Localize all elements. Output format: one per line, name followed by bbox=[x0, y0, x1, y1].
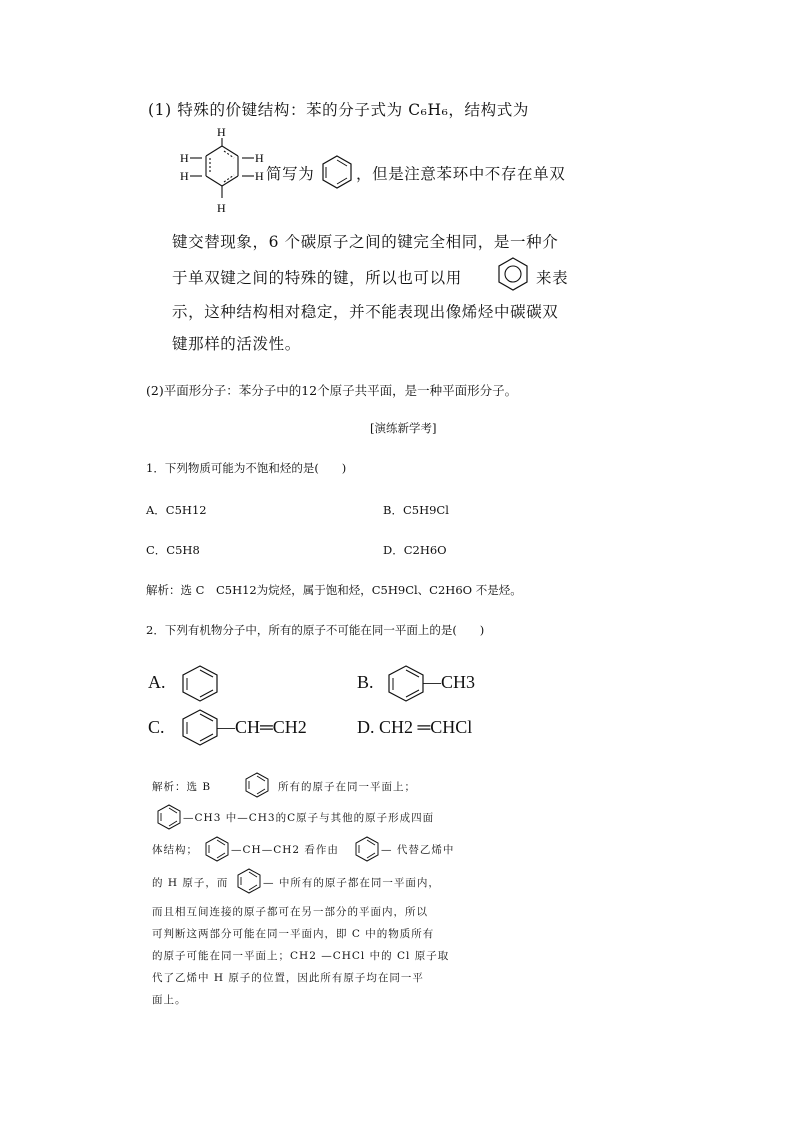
q2-analysis-line1a: 解析：选 B bbox=[152, 781, 212, 793]
q2-analysis-line4b: — 中所有的原子都在同一平面内， bbox=[263, 877, 440, 889]
q1-option-c: C．C5H8 bbox=[146, 543, 200, 557]
q2-option-d: D. CH2 ═CHCl bbox=[357, 717, 473, 737]
h-atom-top: H bbox=[217, 125, 226, 139]
section1-line4b: 来表 bbox=[536, 269, 569, 287]
benzene-ring-icon bbox=[386, 664, 426, 702]
q1-analysis: 解析：选 C C5H12为烷烃，属于饱和烃，C5H9Cl、C2H6O 不是烃。 bbox=[146, 583, 522, 597]
q2-analysis-line3c: — 代替乙烯中 bbox=[381, 844, 455, 856]
section1-after-structure: 简写为 bbox=[266, 165, 315, 183]
q1-option-b: B．C5H9Cl bbox=[383, 503, 449, 517]
q2-analysis-line2: —CH3 中—CH3的C原子与其他的原子形成四面 bbox=[183, 812, 435, 824]
h-atom-right-lower: H bbox=[255, 169, 264, 183]
practice-heading: [演练新学考] bbox=[370, 421, 437, 435]
benzene-ring-icon bbox=[320, 154, 354, 190]
q2-option-b-label: B. bbox=[357, 672, 374, 692]
benzene-ring-icon bbox=[204, 836, 230, 862]
q2-option-a-label: A. bbox=[148, 672, 166, 692]
q2-analysis-line1b: 所有的原子在同一平面上； bbox=[278, 781, 416, 793]
q2-option-c-label: C. bbox=[148, 717, 165, 737]
q2-analysis-line3b: —CH—CH2 看作由 bbox=[231, 844, 339, 856]
benzene-ring-icon bbox=[244, 772, 270, 798]
q2-option-c-tail: —CH═CH2 bbox=[217, 717, 307, 737]
q2-stem: 2．下列有机物分子中，所有的原子不可能在同一平面上的是( ) bbox=[146, 623, 485, 637]
q1-option-d: D．C2H6O bbox=[383, 543, 447, 557]
benzene-ring-icon bbox=[236, 868, 262, 894]
benzene-ring-icon bbox=[354, 836, 380, 862]
section1-line5: 示，这种结构相对稳定，并不能表现出像烯烃中碳碳双 bbox=[172, 303, 559, 321]
h-atom-left-upper: H bbox=[180, 151, 189, 165]
q2-analysis-line5: 而且相互间连接的原子都可在另一部分的平面内，所以 bbox=[152, 906, 428, 918]
section1-line3: 键交替现象，6 个碳原子之间的键完全相同，是一种介 bbox=[172, 233, 559, 251]
q2-analysis-line3a: 体结构； bbox=[152, 844, 198, 856]
h-atom-right-upper: H bbox=[255, 151, 264, 165]
h-atom-bottom: H bbox=[217, 201, 226, 215]
q1-option-a: A．C5H12 bbox=[146, 503, 207, 517]
benzene-ring-icon bbox=[156, 804, 182, 830]
benzene-kekule-structure bbox=[180, 124, 270, 220]
q2-option-b-tail: —CH3 bbox=[423, 672, 476, 692]
q2-analysis-line7: 的原子可能在同一平面上；CH2 —CHCl 中的 Cl 原子取 bbox=[152, 950, 450, 962]
benzene-ring-icon bbox=[180, 664, 220, 702]
benzene-circle-ring-icon bbox=[496, 256, 530, 292]
section2-text: (2)平面形分子：苯分子中的12个原子共平面，是一种平面形分子。 bbox=[146, 383, 518, 398]
section1-line1: (1) 特殊的价键结构：苯的分子式为 C₆H₆，结构式为 bbox=[148, 101, 529, 119]
q2-analysis-line6: 可判断这两部分可能在同一平面内，即 C 中的物质所有 bbox=[152, 928, 435, 940]
benzene-ring-icon bbox=[180, 708, 220, 746]
q2-analysis-line8: 代了乙烯中 H 原子的位置，因此所有原子均在同一平 bbox=[152, 972, 424, 984]
section1-after-ring: ，但是注意苯环中不存在单双 bbox=[356, 165, 566, 183]
q1-stem: 1．下列物质可能为不饱和烃的是( ) bbox=[146, 461, 347, 475]
q2-analysis-line9: 面上。 bbox=[152, 994, 187, 1006]
q2-analysis-line4a: 的 H 原子，而 bbox=[152, 877, 229, 889]
section1-line6: 键那样的活泼性。 bbox=[172, 335, 301, 353]
h-atom-left-lower: H bbox=[180, 169, 189, 183]
section1-line4a: 于单双键之间的特殊的键，所以也可以用 bbox=[172, 269, 462, 287]
